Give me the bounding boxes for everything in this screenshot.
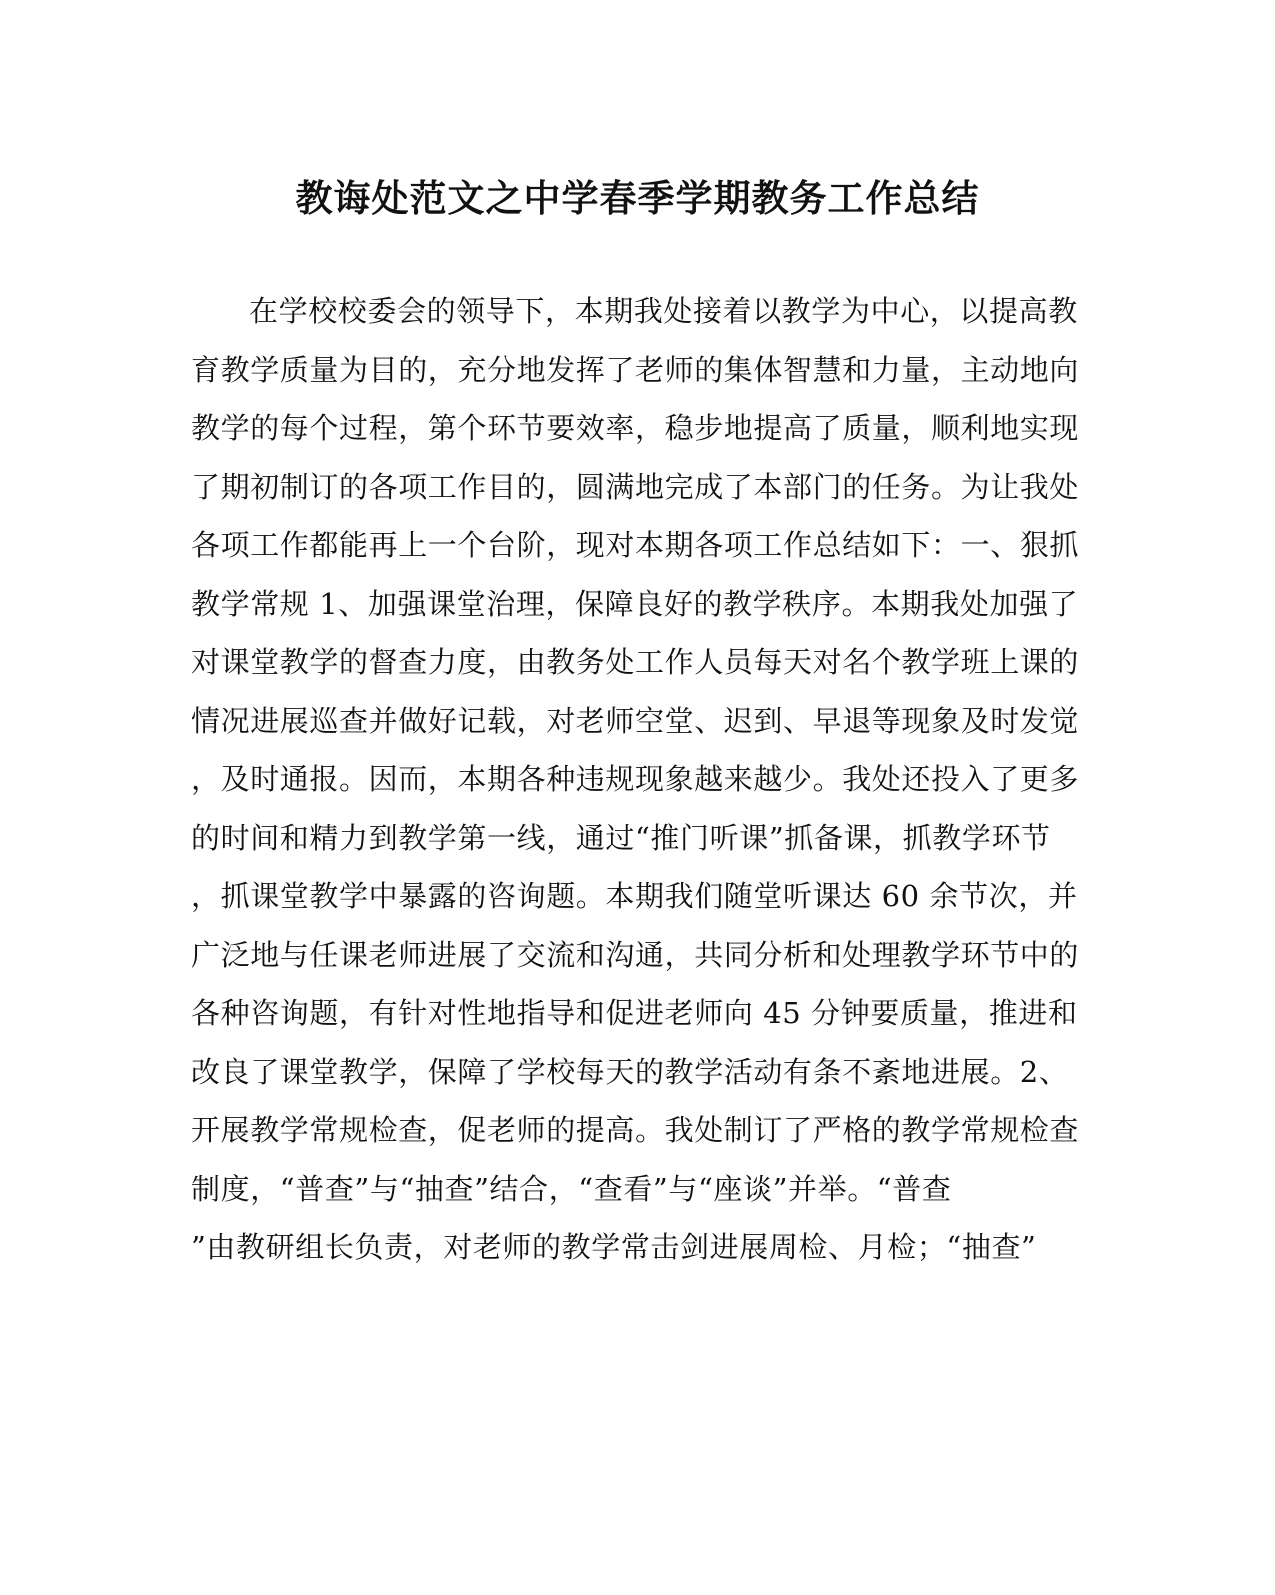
body-line: 制度，“普查”与“抽查”结合，“查看”与“座谈”并举。“普查: [191, 1171, 952, 1206]
document-body: [191, 282, 1080, 1277]
document-title: 教诲处范文之中学春季学期教务工作总结: [295, 176, 980, 220]
body-line: 改良了课堂教学，保障了学校每天的教学活动有条不紊地进展。2、: [191, 1054, 1069, 1089]
body-line: 情况进展巡查并做好记载，对老师空堂、迟到、早退等现象及时发觉: [191, 703, 1080, 738]
body-line: 的时间和精力到教学第一线，通过“推门听课”抓备课，抓教学环节: [191, 820, 1051, 855]
body-line: 各种咨询题，有针对性地指导和促进老师向 45 分钟要质量，推进和: [191, 996, 1078, 1030]
body-line: 开展教学常规检查，促老师的提高。我处制订了严格的教学常规检查: [191, 1113, 1080, 1147]
body-line: 广泛地与任课老师进展了交流和沟通，共同分析和处理教学环节中的: [191, 937, 1080, 972]
body-line: 对课堂教学的督查力度，由教务处工作人员每天对名个教学班上课的: [191, 645, 1080, 679]
body-line: ”由教研组长负责，对老师的教学常击剑进展周检、月检；“抽查”: [191, 1230, 1037, 1264]
body-line: 了期初制订的各项工作目的，圆满地完成了本部门的任务。为让我处: [191, 469, 1080, 504]
body-line: 各项工作都能再上一个台阶，现对本期各项工作总结如下：一、狠抓: [191, 528, 1080, 562]
body-line: ，抓课堂教学中暴露的咨询题。本期我们随堂听课达 60 余节次，并: [191, 879, 1078, 913]
body-line: 教学的每个过程，第个环节要效率，稳步地提高了质量，顺利地实现: [191, 411, 1080, 445]
body-line: 教学常规 1、加强课堂治理，保障良好的教学秩序。本期我处加强了: [191, 586, 1079, 621]
body-line: 育教学质量为目的，充分地发挥了老师的集体智慧和力量，主动地向: [191, 352, 1080, 387]
body-line: ，及时通报。因而，本期各种违规现象越来越少。我处还投入了更多: [191, 762, 1080, 796]
body-line: 在学校校委会的领导下，本期我处接着以教学为中心，以提高教: [249, 294, 1078, 328]
